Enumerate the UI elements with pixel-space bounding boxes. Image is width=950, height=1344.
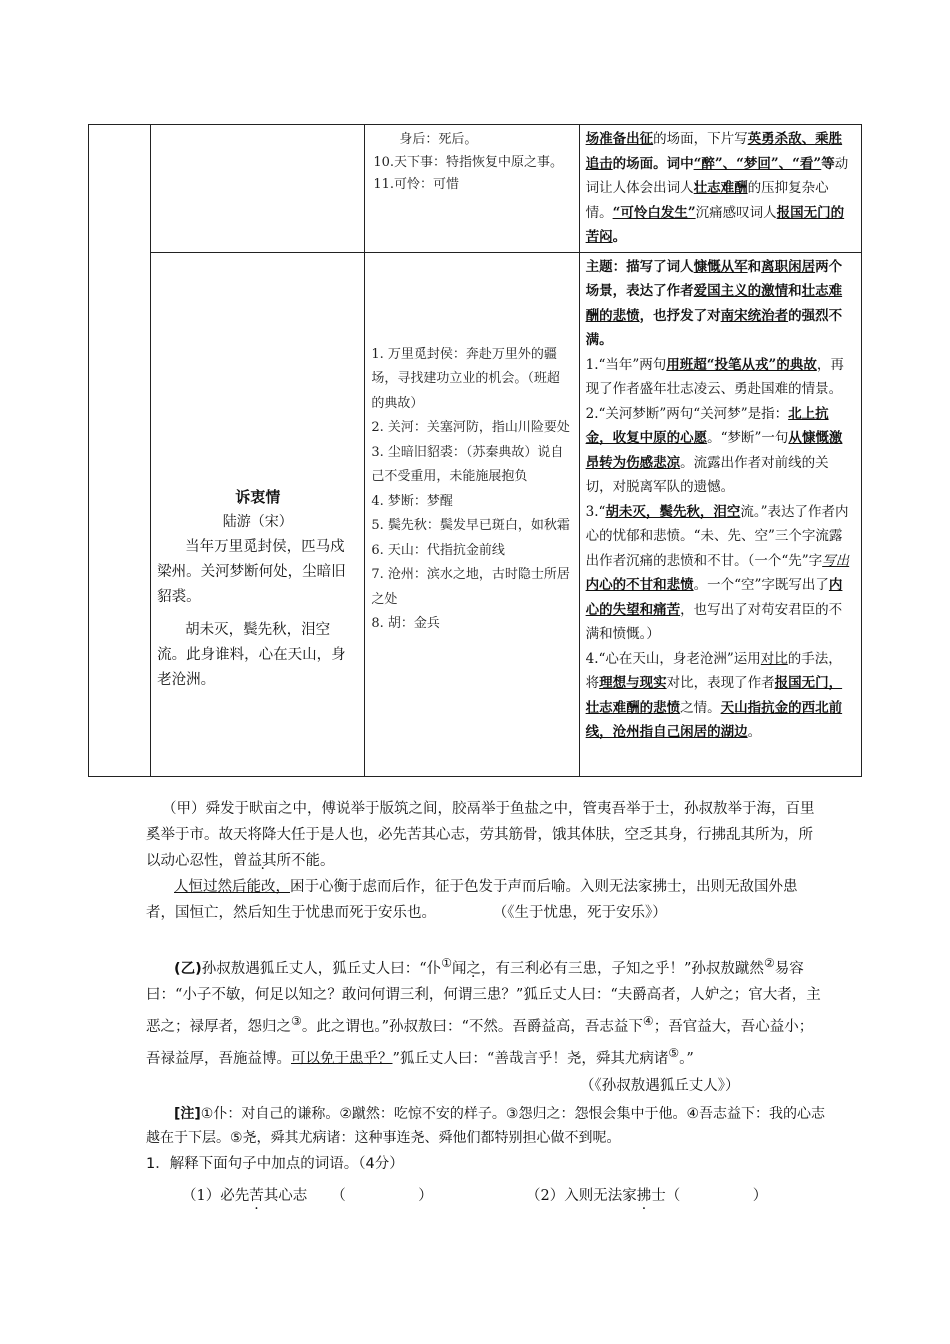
note-line: 8. 胡：金兵 bbox=[371, 616, 440, 631]
underlined-sentence: 可以免于患乎？ bbox=[291, 1050, 393, 1067]
annotation-block bbox=[146, 1102, 826, 1150]
question-item-1 bbox=[182, 1184, 433, 1205]
text-span: 的强烈不满。 bbox=[585, 307, 843, 348]
footnote-marker: ① bbox=[441, 956, 453, 970]
text-span: 之情。 bbox=[680, 699, 721, 716]
passage-paragraph bbox=[146, 796, 826, 874]
text-span: 和 bbox=[788, 283, 802, 299]
dotted-word: 苦 bbox=[249, 1188, 264, 1204]
text-span: 场准备出征 bbox=[585, 131, 654, 147]
answer-blank[interactable]: 士（ ） bbox=[651, 1188, 768, 1204]
text-span: 2.“关河梦断”两句“关河梦”是指： bbox=[585, 405, 789, 422]
note-line: 4. 梦断：梦醒 bbox=[371, 493, 453, 509]
dotted-word: 拂 bbox=[636, 1188, 652, 1204]
text-span: ，再现了作者盛年壮志凌云、勇赴国难的情景。 bbox=[585, 356, 844, 397]
text-span: （甲）舜发于畎亩之中，傅说举于版筑之间，胶鬲举于鱼盐之中，管夷吾举于士，孙叔敖举于海，百里奚举于市。故天将降大任于是人也，必先苦其心志，劳其筋骨，饿其体肤，空乏其身，行拂乱其所为，所以动心忍性，曾 bbox=[146, 801, 815, 869]
text-span: 内心的失望和痛苦 bbox=[585, 577, 843, 618]
text-span: 。 bbox=[747, 724, 762, 740]
source-citation: （《孙叔敖遇狐丘丈人》） bbox=[580, 1078, 740, 1094]
footnote-marker: ④ bbox=[642, 1013, 654, 1028]
text-span: 。 bbox=[612, 229, 627, 245]
poem-title: 诉衷情 bbox=[235, 487, 281, 506]
analysis-text bbox=[580, 253, 861, 747]
text-span: （2）入则无法家 bbox=[526, 1188, 637, 1204]
text-span: ”狐丘丈人曰：“善哉言乎！尧，舜其尤病诸 bbox=[392, 1050, 669, 1067]
text-span: 等 bbox=[821, 155, 835, 172]
table-row bbox=[89, 252, 862, 776]
text-span: 从慷慨激昂转为伤感悲凉 bbox=[585, 430, 843, 471]
text-span: 北上抗金，收复中原的心愿 bbox=[585, 405, 829, 446]
poem-stanza: 当年万里觅封侯，匹马戍梁州。关河梦断何处，尘暗旧貂裘。 bbox=[157, 538, 346, 605]
footnote-marker: ⑤ bbox=[668, 1045, 680, 1060]
dotted-word: 益 bbox=[247, 853, 262, 869]
annotation-label: [注] bbox=[174, 1106, 201, 1122]
poem bbox=[151, 486, 364, 693]
text-span: 其心志 bbox=[263, 1188, 308, 1204]
text-span: 写出 bbox=[822, 552, 850, 569]
poem-author: 陆游（宋） bbox=[222, 513, 293, 530]
text-span: 离职闲居 bbox=[761, 258, 816, 275]
notes-cell bbox=[365, 125, 579, 253]
question-title: 1．解释下面句子中加点的词语。（4分） bbox=[146, 1156, 404, 1172]
text-span: 南宋统治者 bbox=[720, 307, 789, 324]
passage-yi bbox=[146, 950, 826, 1071]
text-span: 慷慨从军 bbox=[693, 258, 748, 275]
note-line: 2. 关河：关塞河防，指山川险要处 bbox=[371, 420, 570, 435]
text-span: （1）必先 bbox=[182, 1188, 250, 1204]
text-span: 壮志难酬的悲愤 bbox=[585, 283, 843, 324]
text-span: “醉”、“梦回”、“看” bbox=[693, 155, 822, 172]
underlined-sentence: 人恒过然后能改， bbox=[174, 879, 290, 895]
text-span: 。此之谓也。”孙叔敖曰：“不然。吾爵益高，吾志益下 bbox=[301, 1018, 643, 1035]
text-span: 流。”表达了作者内心的忧郁和悲愤。“未、先、空”三个字流露出作者沉痛的悲愤和不甘。（一个“先”字 bbox=[585, 503, 849, 569]
text-span: 天山指抗金的西北前线，沧州指自己闲居的湖边 bbox=[585, 699, 843, 740]
text-span: 内心的不甘和悲愤 bbox=[585, 577, 694, 593]
analysis-cell bbox=[579, 252, 861, 776]
text-span: 3.“ bbox=[585, 503, 606, 520]
note-line: 11.可怜：可惜 bbox=[373, 177, 460, 192]
poem-cell bbox=[151, 252, 365, 776]
note-line: 5. 鬓先秋：鬓发早已斑白，如秋霜 bbox=[371, 518, 570, 533]
text-span: 两个场景，表达了作者 bbox=[585, 258, 843, 299]
text-span: 孙叔敖遇狐丘丈人，狐丘丈人曰：“仆 bbox=[201, 960, 442, 977]
text-span: 沉痛感叹词人 bbox=[695, 204, 777, 221]
text-span: 理想与现实 bbox=[599, 675, 667, 691]
note-line: 1. 万里觅封侯：奔赴万里外的疆场，寻找建功立业的机会。（班超的典故） bbox=[371, 346, 560, 411]
text-span: 。“梦断”一句 bbox=[707, 430, 789, 446]
text-span: ，也抒发了对 bbox=[639, 307, 721, 324]
text-span: ，也写出了对苟安君臣的不满和愤慨。） bbox=[585, 601, 843, 642]
passage-label: (乙) bbox=[174, 960, 202, 977]
note-line: 10.天下事：特指恢复中原之事。 bbox=[373, 154, 564, 170]
text-span: 之，有三利必有三患，子知之乎！”孙叔敖蹴然 bbox=[466, 960, 764, 977]
text-span: 4.“心在天山，身老沧洲”运用 bbox=[585, 650, 761, 667]
text-span: 其所不能。 bbox=[262, 853, 335, 869]
text-span: 用班超“投笔从戎”的典故 bbox=[666, 356, 817, 373]
notes-cell bbox=[365, 252, 579, 776]
poem-stanza: 胡未灭，鬓先秋，泪空流。此身谁料，心在天山，身老沧洲。 bbox=[157, 621, 346, 688]
text-span: 和 bbox=[747, 258, 762, 275]
annotation-text: ①仆：对自己的谦称。②蹴然：吃惊不安的样子。③怨归之：怨恨会集中于他。④吾志益下：我的心志越在于下层。⑤尧，舜其尤病诸：这种事连尧、舜他们都特别担心做不到呢。 bbox=[146, 1106, 825, 1146]
note-line: 身后：死后。 bbox=[399, 132, 478, 147]
text-span: 壮志难酬 bbox=[693, 180, 748, 196]
text-span: 英勇杀敌、乘胜追击 bbox=[585, 131, 843, 172]
analysis-text bbox=[580, 125, 861, 252]
text-span: 爱国主义的激情 bbox=[693, 283, 789, 299]
note-line: 7. 沧州：滨水之地，古时隐士所居之处 bbox=[371, 567, 570, 607]
analysis-point bbox=[586, 353, 855, 402]
text-span: ；吾官益大，吾心益小；吾禄益厚，吾施益博。 bbox=[146, 1018, 814, 1067]
footnote-marker: ③ bbox=[291, 1013, 302, 1028]
table-empty-cell bbox=[89, 125, 151, 777]
passage-paragraph bbox=[146, 950, 826, 1071]
text-span: 1.“当年”两句 bbox=[585, 356, 667, 373]
text-span: 困于心衡于虑而后作，征于色发于声而后喻。入则无法家拂士，出则无敌国外患者，国恒亡，然后知生于忧患而死于安乐也。 bbox=[146, 879, 798, 921]
question-item-2 bbox=[526, 1184, 767, 1205]
text-span: 主题：描写了词人 bbox=[585, 258, 694, 275]
analysis-point bbox=[586, 500, 855, 647]
text-span: “可怜白发生” bbox=[612, 204, 696, 221]
dotted-word: 闻 bbox=[452, 960, 467, 977]
text-span: 。” bbox=[679, 1050, 694, 1067]
theme-paragraph bbox=[586, 255, 855, 353]
analysis-point bbox=[586, 647, 855, 745]
text-span: 报国无门，壮志难酬的悲愤 bbox=[585, 675, 843, 716]
text-span: 报国无门的苦闷 bbox=[585, 204, 845, 245]
analysis-point bbox=[586, 402, 855, 500]
poem-analysis-table bbox=[88, 124, 862, 777]
text-span: 。一个“空”字既写出了 bbox=[693, 577, 829, 593]
text-span: 的压抑复杂心情。 bbox=[585, 180, 829, 221]
table-row bbox=[89, 125, 862, 253]
table-empty-cell bbox=[151, 125, 365, 253]
text-span: 对比，表现了作者 bbox=[666, 675, 775, 691]
answer-blank[interactable]: （ ） bbox=[331, 1188, 433, 1204]
notes-list bbox=[365, 125, 578, 201]
note-line: 3. 尘暗旧貂裘：（苏秦典故）说自己不受重用，未能施展抱负 bbox=[371, 444, 564, 484]
text-span: 。流露出作者对前线的关切，对脱离军队的遗憾。 bbox=[585, 454, 829, 495]
notes-list bbox=[365, 253, 578, 637]
source-citation: （《生于忧患，死于安乐》） bbox=[500, 905, 667, 921]
analysis-cell bbox=[579, 125, 861, 253]
text-span: 胡未灭，鬓先秋，泪空 bbox=[605, 503, 741, 520]
text-span: 的场面，下片写 bbox=[653, 131, 748, 147]
text-span: 对比 bbox=[760, 650, 788, 667]
text-span: 动词让人体会出词人 bbox=[585, 155, 849, 196]
passage-jia bbox=[146, 796, 826, 926]
note-line: 6. 天山：代指抗金前线 bbox=[371, 542, 505, 558]
text-span: 的手法，将 bbox=[585, 650, 842, 691]
text-span: 易容曰：“小子不敏，何足以知之？敢问何谓三利，何谓三患？”狐丘丈人曰：“夫爵高者，人妒之；官大者，主恶之；禄厚者，怨归之 bbox=[146, 960, 821, 1035]
footnote-marker: ② bbox=[763, 956, 775, 970]
text-span: 的场面。词中 bbox=[612, 155, 694, 172]
